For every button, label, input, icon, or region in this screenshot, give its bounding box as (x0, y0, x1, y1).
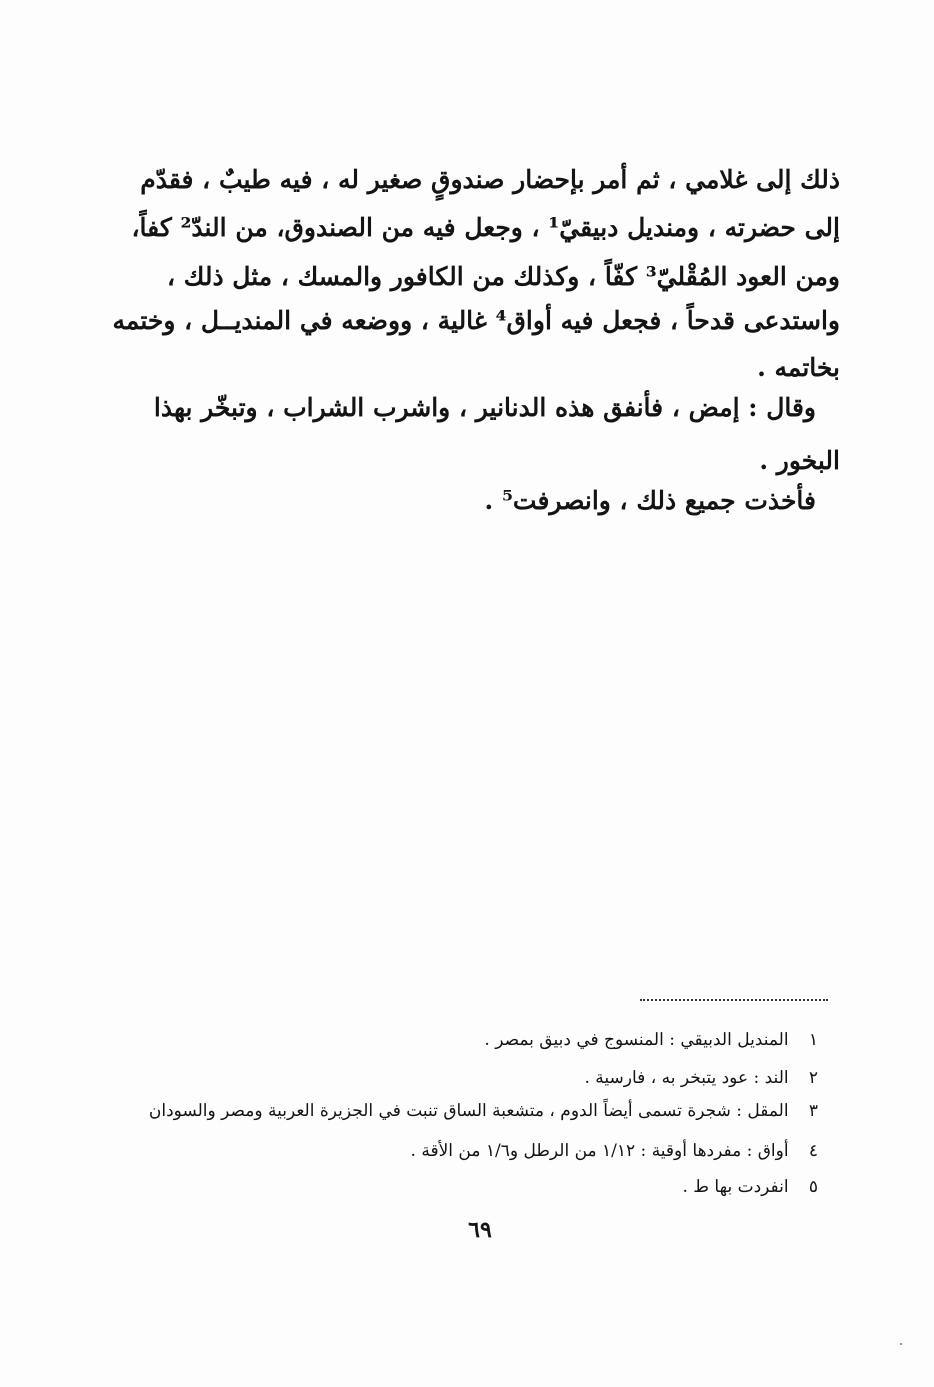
footnote-text: انفردت بها ط . (682, 1177, 789, 1197)
text-line: ومن العود المُقْليّ³ كفّاً ، وكذلك من الكافور والمسك ، مثل ذلك ، (167, 262, 840, 291)
footnote-number: ١ (808, 1030, 818, 1050)
footnote-number: ٤ (808, 1141, 818, 1161)
footnote (149, 1094, 818, 1128)
text-line: واستدعى قدحاً ، فجعل فيه أواق⁴ غالية ، ووضعه في المنديــل ، وختمه (112, 306, 840, 335)
text-line: إلى حضرته ، ومنديل دبيقيّ¹ ، وجعل فيه من الصندوق، من الندّ² كفاً، (131, 213, 840, 242)
footnote-text: الند : عود يتبخر به ، فارسية . (584, 1068, 789, 1088)
footnote-number: ٣ (808, 1101, 818, 1121)
footnote (683, 1170, 819, 1204)
footnote-divider (640, 999, 828, 1001)
footnote-number: ٥ (808, 1177, 818, 1197)
footnote (411, 1134, 818, 1168)
text-line: فأخذت جميع ذلك ، وانصرفت⁵ . (484, 486, 816, 515)
text-line: ذلك إلى غلامي ، ثم أمر بإحضار صندوقٍ صغير له ، فيه طيبٌ ، فقدّم (140, 165, 840, 194)
footnote-text: المقل : شجرة تسمى أيضاً الدوم ، متشعبة الساق تنبت في الجزيرة العربية ومصر والسودان (148, 1101, 789, 1121)
footnote (484, 1023, 818, 1057)
footnote-number: ٢ (808, 1068, 818, 1088)
text-line: بخاتمه . (757, 353, 840, 382)
text-line: وقال : إمض ، فأنفق هذه الدنانير ، واشرب الشراب ، وتبخّر بهذا (153, 393, 816, 422)
footnote (585, 1061, 819, 1095)
footnote-text: المنديل الدبيقي : المنسوج في دبيق بمصر . (484, 1030, 789, 1050)
text-line: البخور . (759, 446, 840, 475)
scan-speck (900, 1343, 902, 1345)
footnote-text: أواق : مفردها أوقية : ١/١٢ من الرطل و١/٦ من الأقة . (410, 1141, 789, 1161)
page-number: ٦٩ (468, 1217, 492, 1243)
